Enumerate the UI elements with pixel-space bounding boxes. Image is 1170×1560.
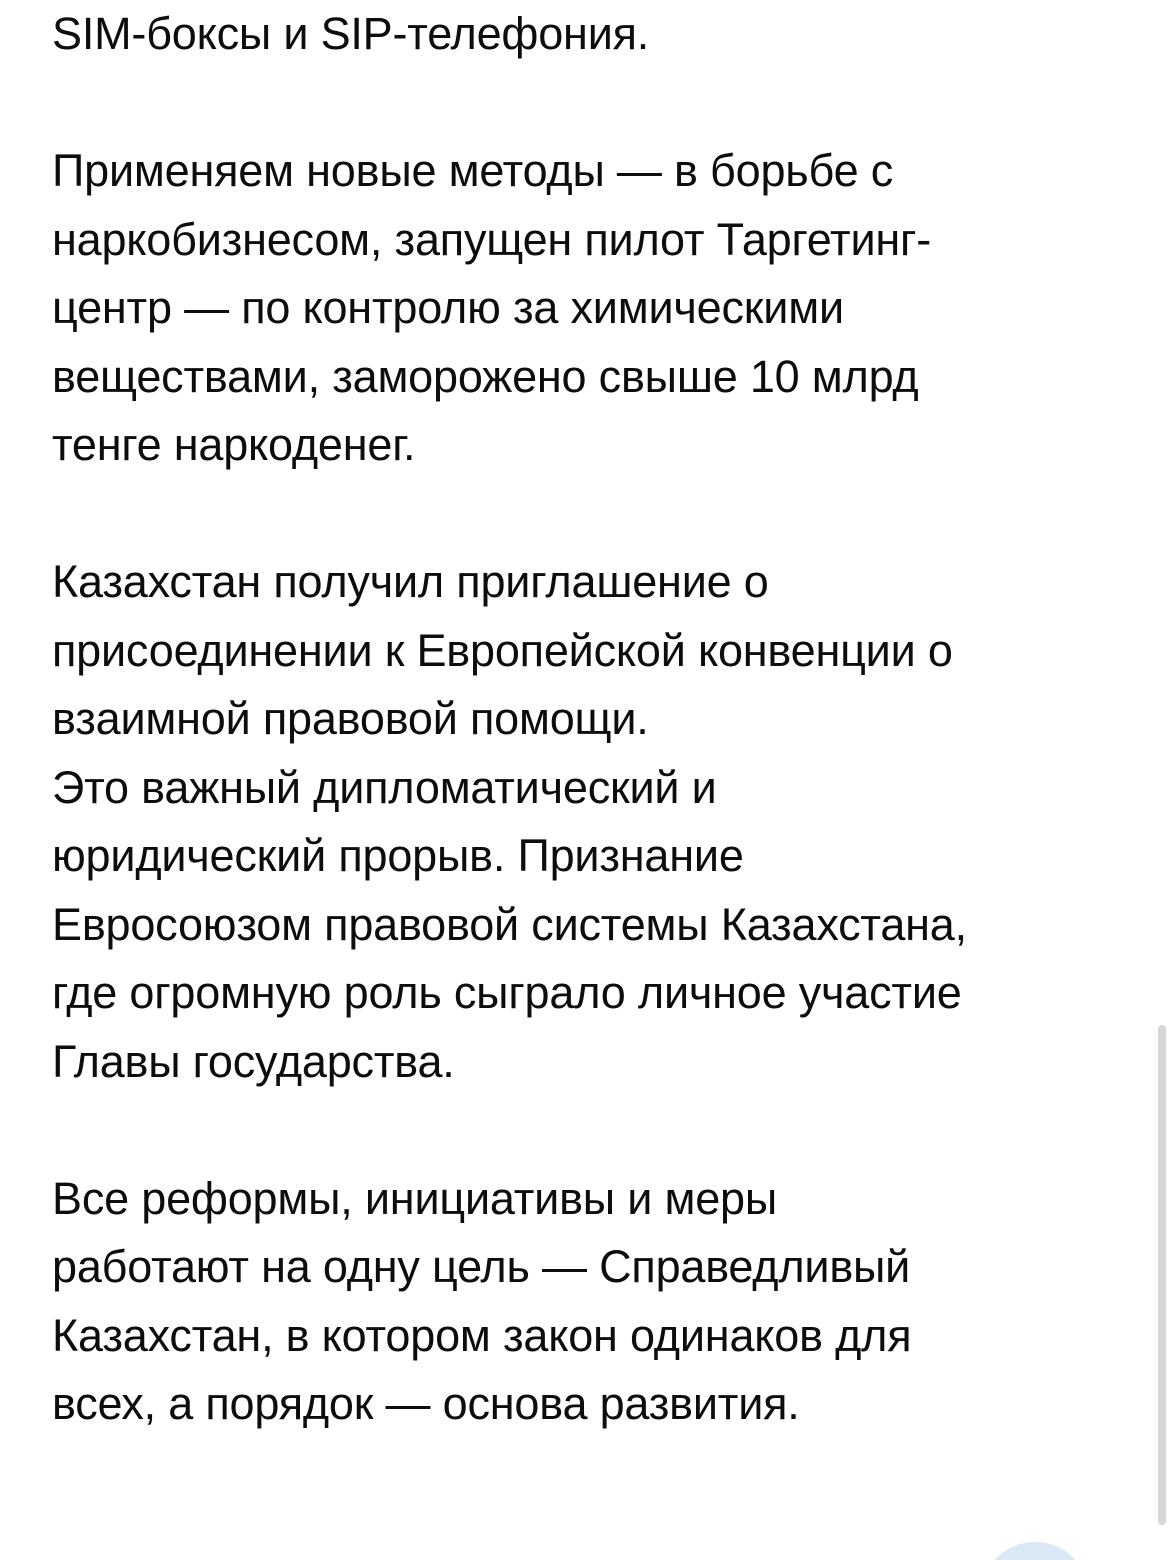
text-line: наркобизнесом, запущен пилот Таргетинг- [52,213,932,265]
text-line: юридический прорыв. Признание [52,830,744,881]
text-line: Все реформы, инициативы и меры [52,1172,778,1224]
paragraph-1 [52,0,1132,69]
text-line: взаимной правовой помощи. [52,693,649,744]
text-line: тенге наркоденег. [52,419,416,470]
text-line: всех, а порядок — основа развития. [52,1378,800,1429]
text-line: Евросоюзом правовой системы Казахстана, [52,898,967,950]
text-line: Это важный дипломатический и [52,761,717,813]
text-line: центр — по контролю за химическими [52,282,844,333]
paragraph-gap [52,69,1132,138]
paragraph-2 [52,137,1132,480]
text-line: веществами, заморожено свыше 10 млрд [52,350,919,402]
paragraph-4 [52,1165,1132,1439]
text-line: SIM-боксы и SIP-телефония. [52,8,650,59]
text-line: Главы государства. [52,1035,455,1087]
scroll-down-button[interactable] [980,1542,1090,1560]
text-line: где огромную роль сыграло личное участие [52,967,962,1018]
text-line: работают на одну цель — Справедливый [52,1241,911,1292]
text-line: Применяем новые методы — в борьбе с [52,145,894,196]
text-line: Казахстан, в котором закон одинаков для [52,1309,912,1361]
paragraph-gap [52,480,1132,549]
article-text [52,0,1132,1439]
text-line: Казахстан получил приглашение о [52,556,769,607]
paragraph-gap [52,1096,1132,1165]
paragraph-3 [52,548,1132,1096]
scrollbar[interactable] [1158,1025,1166,1525]
text-line: присоединении к Европейской конвенции о [52,624,953,676]
